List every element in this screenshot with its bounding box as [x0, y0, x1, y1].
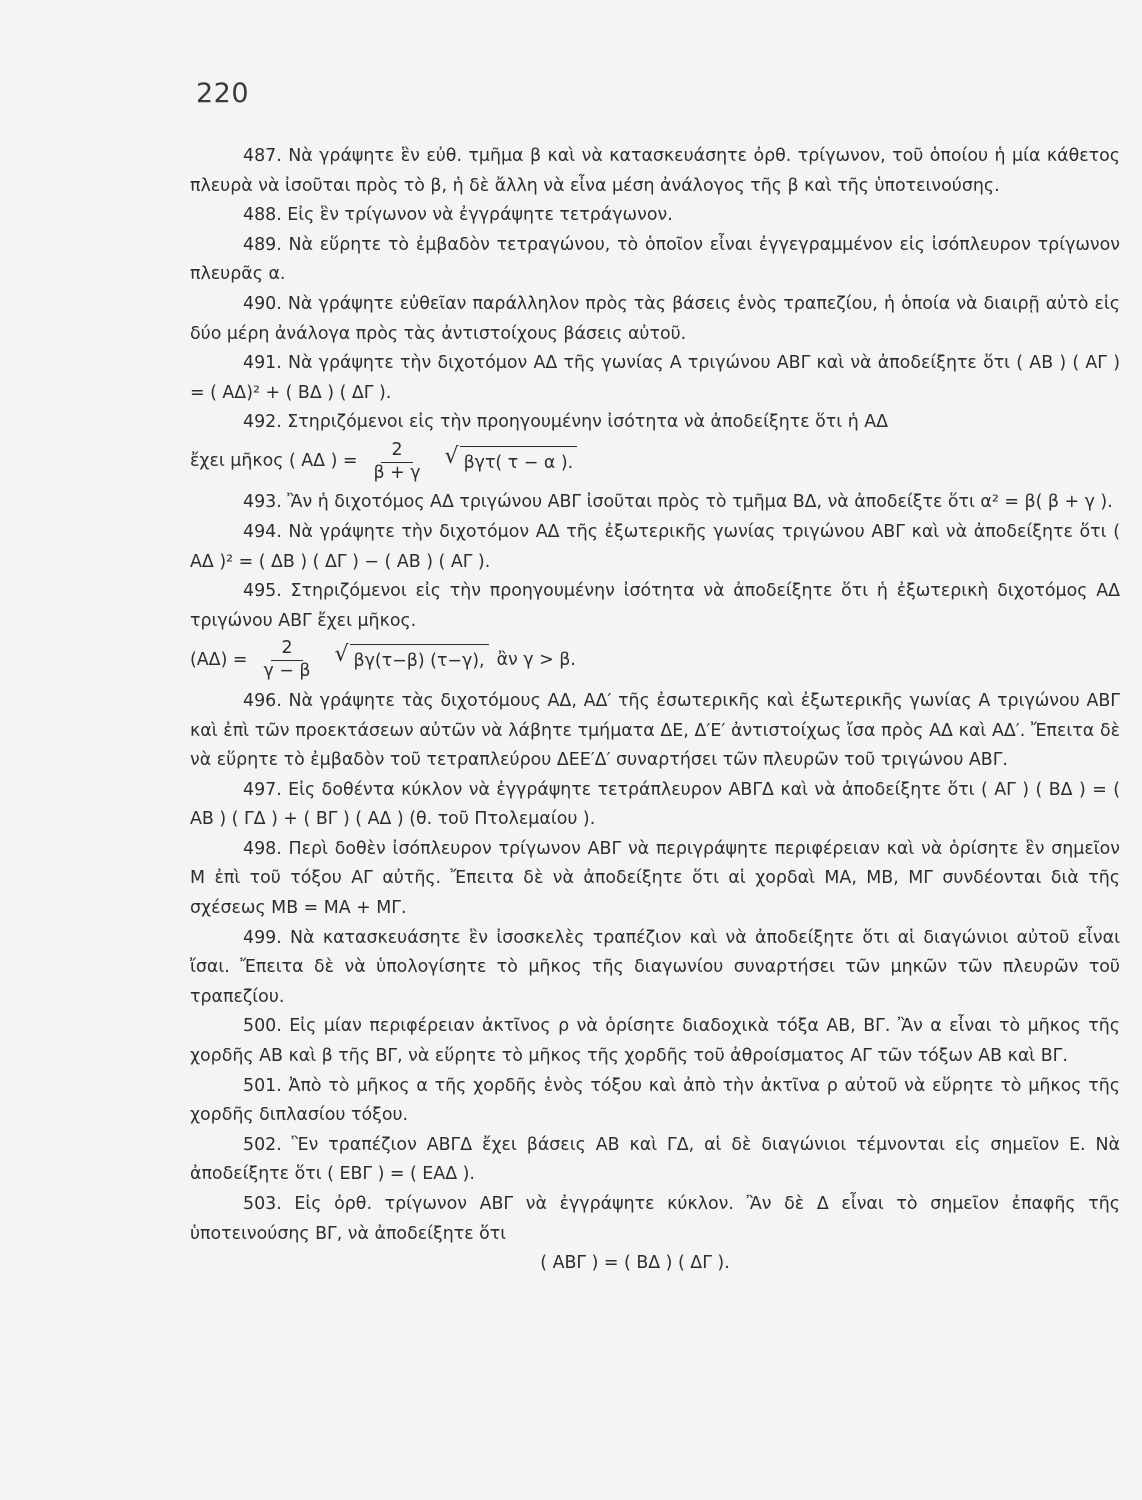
- exercise-498: 498. Περὶ δοθὲν ἰσόπλευρον τρίγωνον ΑΒΓ νὰ περιγράψητε περιφέρειαν καὶ νὰ ὁρίσητε ἓν σημεῖον Μ ἐπὶ τοῦ τόξου ΑΓ αὐτῆς. Ἔπειτα δὲ νὰ ἀποδείξητε ὅτι αἱ χορδαὶ ΜΑ, ΜΒ, ΜΓ συνδέονται διὰ τῆς σχέσεως ΜΒ = ΜΑ + ΜΓ.: [190, 838, 1120, 919]
- final-equation: ( ΑΒΓ ) = ( ΒΔ ) ( ΔΓ ).: [540, 1253, 730, 1274]
- exercise-503: 503. Εἰς ὀρθ. τρίγωνον ΑΒΓ νὰ ἐγγράψητε κύκλον. Ἂν δὲ Δ εἶναι τὸ σημεῖον ἐπαφῆς τῆς ὑποτεινούσης ΒΓ, νὰ ἀποδείξητε ὅτι: [190, 1194, 1120, 1244]
- formula-495-fraction: [253, 638, 320, 683]
- formula-492: [190, 440, 1120, 485]
- formula-495: [190, 638, 1120, 683]
- formula-495-condition: ἂν γ > β.: [496, 649, 576, 670]
- square-root-icon: √: [444, 443, 459, 469]
- exercise-499: 499. Νὰ κατασκευάσητε ἓν ἰσοσκελὲς τραπέζιον καὶ νὰ ἀποδείξητε ὅτι αἱ διαγώνιοι αὐτοῦ εἶναι ἴσαι. Ἔπειτα δὲ νὰ ὑπολογίσητε τὸ μῆκος τῆς διαγωνίου συναρτήσει τῶν μηκῶν τῶν πλευρῶν τοῦ τραπεζίου.: [190, 927, 1120, 1007]
- exercise-495: 495. Στηριζόμενοι εἰς τὴν προηγουμένην ἰσότητα νὰ ἀποδείξητε ὅτι ἡ ἐξωτερικὴ διχοτόμος ΑΔ τριγώνου ΑΒΓ ἔχει μῆκος.: [190, 581, 1120, 631]
- formula-495-prefix: (ΑΔ) =: [190, 649, 248, 670]
- formula-492-fraction: [364, 440, 431, 485]
- exercise-490: 490. Νὰ γράψητε εὐθεῖαν παράλληλον πρὸς τὰς βάσεις ἑνὸς τραπεζίου, ἡ ὁποία νὰ διαιρῇ αὐτὸ εἰς δύο μέρη ἀνάλογα πρὸς τὰς ἀντιστοίχους βάσεις αὐτοῦ.: [190, 293, 1120, 344]
- exercise-493: 493. Ἂν ἡ διχοτόμος ΑΔ τριγώνου ΑΒΓ ἰσοῦται πρὸς τὸ τμῆμα ΒΔ, νὰ ἀποδείξτε ὅτι α² = β( β + γ ).: [243, 492, 1113, 513]
- formula-492-radicand: βγτ( τ − α ).: [460, 446, 578, 479]
- exercise-488: 488. Εἰς ἓν τρίγωνον νὰ ἐγγράψητε τετράγωνον.: [243, 205, 673, 226]
- formula-492-numerator: 2: [381, 440, 412, 463]
- exercise-487: 487. Νὰ γράψητε ἓν εὐθ. τμῆμα β καὶ νὰ κατασκευάσητε ὀρθ. τρίγωνον, τοῦ ὁποίου ἡ μία κάθετος πλευρὰ νὰ ἰσοῦται πρὸς τὸ β, ἡ δὲ ἄλλη νὰ εἶνα μέση ἀνάλογος τῆς β καὶ τῆς ὑποτεινούσης.: [190, 146, 1120, 196]
- exercise-497: 497. Εἰς δοθέντα κύκλον νὰ ἐγγράψητε τετράπλευρον ΑΒΓΔ καὶ νὰ ἀποδείξητε ὅτι ( ΑΓ ) ( ΒΔ ) = ( ΑΒ ) ( ΓΔ ) + ( ΒΓ ) ( ΑΔ ) (θ. τοῦ Πτολεμαίου ).: [190, 779, 1120, 830]
- formula-495-radicand: βγ(τ−β) (τ−γ),: [350, 644, 489, 677]
- exercise-492: 492. Στηριζόμενοι εἰς τὴν προηγουμένην ἰσότητα νὰ ἀποδείξητε ὅτι ἡ ΑΔ: [243, 412, 889, 433]
- formula-492-radical: [444, 443, 578, 479]
- exercise-496: 496. Νὰ γράψητε τὰς διχοτόμους ΑΔ, ΑΔ′ τῆς ἐσωτερικῆς καὶ ἐξωτερικῆς γωνίας Α τριγώνου ΑΒΓ καὶ ἐπὶ τῶν προεκτάσεων αὐτῶν νὰ λάβητε τμήματα ΔΕ, Δ′Ε′ ἀντιστοίχως ἴσα πρὸς ΑΔ καὶ ΑΔ′. Ἔπειτα δὲ νὰ εὕρητε τὸ ἐμβαδὸν τοῦ τετραπλεύρου ΔΕΕ′Δ′ συναρτήσει τῶν πλευρῶν τοῦ τριγώνου ΑΒΓ.: [190, 690, 1120, 771]
- square-root-icon: √: [334, 642, 349, 668]
- exercise-489: 489. Νὰ εὕρητε τὸ ἐμβαδὸν τετραγώνου, τὸ ὁποῖον εἶναι ἐγγεγραμμένον εἰς ἰσόπλευρον τρίγωνον πλευρᾶς α.: [190, 234, 1120, 285]
- exercise-494: 494. Νὰ γράψητε τὴν διχοτόμον ΑΔ τῆς ἐξωτερικῆς γωνίας τριγώνου ΑΒΓ καὶ νὰ ἀποδείξητε ὅτι ( ΑΔ )² = ( ΔΒ ) ( ΔΓ ) − ( ΑΒ ) ( ΑΓ ).: [190, 522, 1120, 572]
- page-number: 220: [196, 78, 250, 109]
- exercise-500: 500. Εἰς μίαν περιφέρειαν ἀκτῖνος ρ νὰ ὁρίσητε διαδοχικὰ τόξα ΑΒ, ΒΓ. Ἂν α εἶναι τὸ μῆκος τῆς χορδῆς ΑΒ καὶ β τῆς ΒΓ, νὰ εὕρητε τὸ μῆκος τῆς χορδῆς τοῦ ἀθροίσματος ΑΓ τῶν τόξων ΑΒ καὶ ΒΓ.: [190, 1016, 1120, 1067]
- formula-495-radical: [335, 644, 489, 677]
- formula-495-numerator: 2: [271, 638, 302, 661]
- formula-495-denominator: γ − β: [263, 661, 311, 682]
- exercise-491: 491. Νὰ γράψητε τὴν διχοτόμον ΑΔ τῆς γωνίας Α τριγώνου ΑΒΓ καὶ νὰ ἀποδείξητε ὅτι ( ΑΒ ) ( ΑΓ ) = ( ΑΔ)² + ( ΒΔ ) ( ΔΓ ).: [190, 353, 1120, 403]
- exercise-list: [190, 142, 1120, 1279]
- formula-492-denominator: β + γ: [373, 462, 421, 483]
- exercise-502: 502. Ἓν τραπέζιον ΑΒΓΔ ἔχει βάσεις ΑΒ καὶ ΓΔ, αἱ δὲ διαγώνιοι τέμνονται εἰς σημεῖον Ε. Νὰ ἀποδείξητε ὅτι ( ΕΒΓ ) = ( ΕΑΔ ).: [190, 1134, 1120, 1185]
- formula-492-prefix: ἔχει μῆκος ( ΑΔ ) =: [190, 451, 358, 472]
- exercise-501: 501. Ἀπὸ τὸ μῆκος α τῆς χορδῆς ἑνὸς τόξου καὶ ἀπὸ τὴν ἀκτῖνα ρ αὐτοῦ νὰ εὕρητε τὸ μῆκος τῆς χορδῆς διπλασίου τόξου.: [190, 1075, 1120, 1126]
